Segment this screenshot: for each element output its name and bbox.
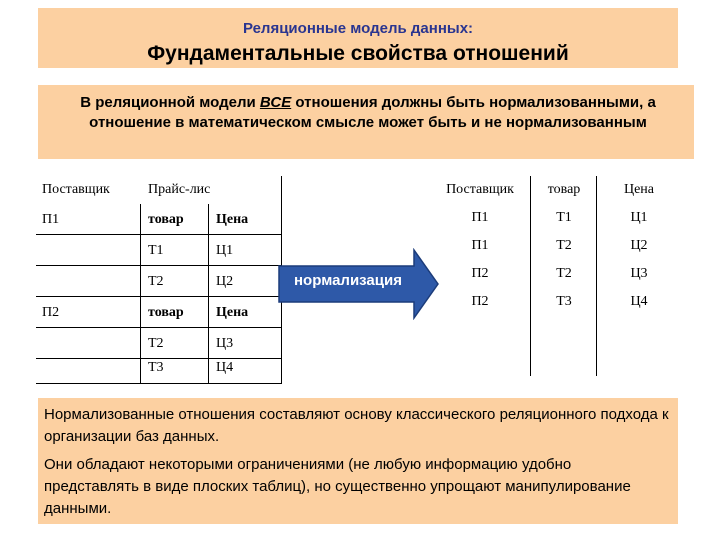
cell-divider [208, 235, 209, 265]
table-row [36, 235, 282, 266]
table-row [36, 266, 282, 297]
slide-subtitle: Реляционные модель данных: [242, 20, 474, 37]
product-cell: товар [148, 305, 184, 320]
cell-divider [208, 266, 209, 296]
note-text [56, 93, 680, 133]
price-cell: Ц2 [630, 238, 648, 253]
product-cell: товар [148, 212, 184, 227]
price-cell: Цена [216, 212, 249, 227]
supplier-cell: П2 [471, 294, 489, 309]
cell-divider [140, 235, 141, 265]
cell-divider [208, 204, 209, 234]
cell-divider [140, 266, 141, 296]
supplier-cell: П2 [42, 305, 60, 320]
product-cell: Т2 [556, 238, 572, 253]
table-row [36, 204, 282, 235]
product-cell: Т2 [148, 274, 164, 289]
price-cell: Цена [216, 305, 249, 320]
price-cell: Ц4 [630, 294, 648, 309]
price-cell: Ц1 [216, 243, 234, 258]
supplier-cell: П1 [471, 210, 489, 225]
price-cell: Ц2 [216, 274, 234, 289]
product-cell: Т2 [148, 336, 164, 351]
cell-divider [208, 352, 209, 383]
product-cell: Т3 [148, 360, 164, 375]
table-row [430, 232, 680, 260]
slide-title: Фундаментальные свойства отношений [147, 42, 569, 65]
cell-divider [140, 204, 141, 234]
summary-paragraph-1: Нормализованные отношения составляют основу классического реляционного подхода к организации баз данных. [44, 406, 669, 445]
cell-divider [140, 297, 141, 327]
header-product: товар [547, 182, 581, 197]
note-panel [38, 85, 694, 159]
header-supplier: Поставщик [42, 182, 110, 197]
table-header [430, 176, 680, 204]
note-part2: отношения должны быть нормализованными, а отношение в математическом смысле может быть и не нормализованным [89, 94, 656, 131]
price-cell: Ц1 [630, 210, 648, 225]
arrow-label: нормализация [294, 272, 402, 289]
table-row [36, 297, 282, 328]
supplier-cell: П2 [471, 266, 489, 281]
note-emphasis: ВСЕ [259, 94, 292, 111]
header-price: Цена [623, 182, 655, 197]
cell-divider [208, 297, 209, 327]
price-cell: Ц4 [216, 360, 234, 375]
product-cell: Т2 [556, 266, 572, 281]
table-row [430, 204, 680, 232]
pricelist-table [36, 176, 282, 384]
table-row [430, 288, 680, 316]
price-cell: Ц3 [630, 266, 648, 281]
supplier-cell: П1 [42, 212, 60, 227]
header-supplier: Поставщик [446, 182, 514, 197]
price-cell: Ц3 [216, 336, 234, 351]
summary-paragraph-2: Они обладают некоторыми ограничениями (не любую информацию удобно представлять в виде плоских таблиц), но существенно упрощают манипулирование данными. [44, 456, 631, 517]
title-panel [38, 8, 678, 68]
supplier-cell: П1 [471, 238, 489, 253]
product-cell: Т1 [556, 210, 572, 225]
product-cell: Т3 [556, 294, 572, 309]
header-pricelist: Прайс-лис [148, 182, 211, 197]
table-row [430, 260, 680, 288]
product-cell: Т1 [148, 243, 164, 258]
table-row [36, 352, 282, 384]
summary-panel [38, 398, 678, 524]
cell-divider [140, 352, 141, 383]
normalized-table [430, 176, 680, 376]
note-part1: В реляционной модели [80, 94, 260, 111]
